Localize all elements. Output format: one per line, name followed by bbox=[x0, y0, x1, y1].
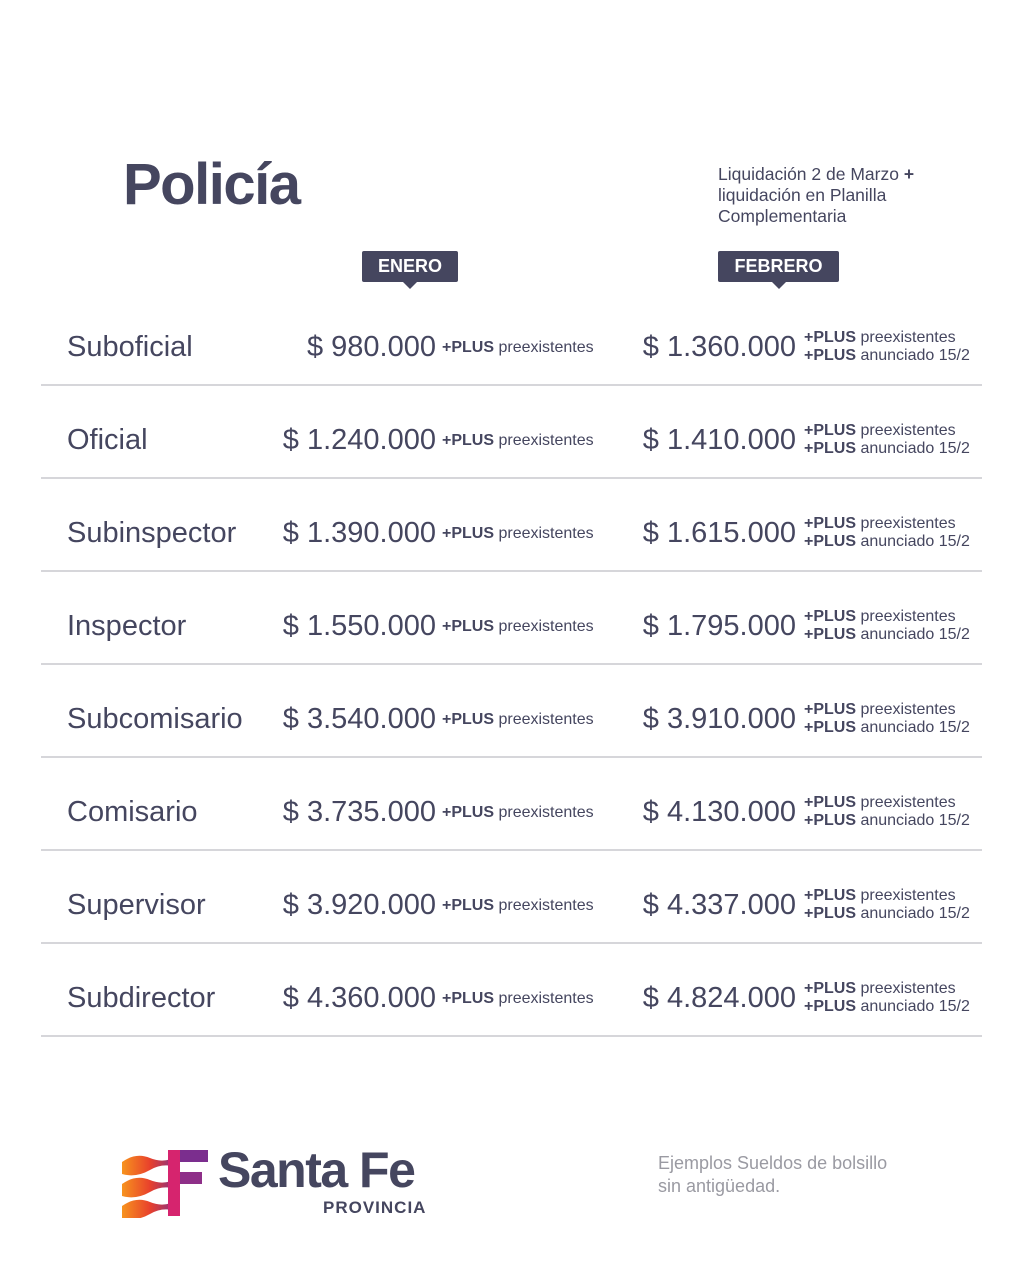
amount-enero: $ 3.540.000 bbox=[282, 703, 436, 735]
plus-tag: +PLUS bbox=[804, 515, 857, 532]
plus-tag: +PLUS bbox=[804, 608, 857, 625]
plus-note-enero bbox=[442, 524, 594, 543]
plus-tag: +PLUS bbox=[442, 432, 495, 449]
plus-tag: +PLUS bbox=[442, 897, 495, 914]
amount-febrero: $ 1.410.000 bbox=[642, 424, 796, 456]
footnote-line-2: sin antigüedad. bbox=[658, 1176, 781, 1196]
plus-text: preexistentes bbox=[494, 432, 594, 449]
table-row bbox=[41, 665, 982, 758]
amount-febrero: $ 1.795.000 bbox=[642, 610, 796, 642]
plus-tag: +PLUS bbox=[804, 422, 857, 439]
amount-enero: $ 1.240.000 bbox=[282, 424, 436, 456]
plus-text: preexistentes bbox=[494, 618, 594, 635]
liquidation-note bbox=[718, 164, 978, 227]
santa-fe-logo bbox=[122, 1140, 442, 1230]
table-row bbox=[41, 386, 982, 479]
plus-text: preexistentes bbox=[856, 422, 956, 439]
plus-tag: +PLUS bbox=[804, 980, 857, 997]
plus-tag: +PLUS bbox=[804, 626, 857, 643]
plus-text: anunciado 15/2 bbox=[856, 905, 970, 922]
plus-text: preexistentes bbox=[494, 525, 594, 542]
rank-label: Comisario bbox=[67, 796, 198, 828]
logo-name: Santa Fe bbox=[218, 1142, 415, 1198]
note-line-3: Complementaria bbox=[718, 206, 847, 226]
amount-febrero: $ 1.360.000 bbox=[642, 331, 796, 363]
plus-tag: +PLUS bbox=[804, 440, 857, 457]
column-badge-febrero: FEBRERO bbox=[718, 251, 839, 282]
salary-table bbox=[41, 293, 982, 1037]
table-row bbox=[41, 479, 982, 572]
amount-febrero: $ 4.130.000 bbox=[642, 796, 796, 828]
amount-febrero: $ 1.615.000 bbox=[642, 517, 796, 549]
plus-note-enero bbox=[442, 710, 594, 729]
plus-text: anunciado 15/2 bbox=[856, 719, 970, 736]
plus-note-febrero bbox=[804, 329, 970, 365]
plus-text: anunciado 15/2 bbox=[856, 533, 970, 550]
plus-note-enero bbox=[442, 989, 594, 1008]
amount-enero: $ 3.920.000 bbox=[282, 889, 436, 921]
rank-label: Subdirector bbox=[67, 982, 216, 1014]
plus-note-enero bbox=[442, 338, 594, 357]
plus-text: preexistentes bbox=[494, 897, 594, 914]
plus-tag: +PLUS bbox=[804, 347, 857, 364]
plus-tag: +PLUS bbox=[442, 525, 495, 542]
logo-subtitle: PROVINCIA bbox=[323, 1198, 427, 1217]
plus-note-enero bbox=[442, 803, 594, 822]
plus-text: anunciado 15/2 bbox=[856, 812, 970, 829]
plus-tag: +PLUS bbox=[442, 618, 495, 635]
plus-text: preexistentes bbox=[856, 608, 956, 625]
column-badge-enero: ENERO bbox=[362, 251, 458, 282]
amount-febrero: $ 3.910.000 bbox=[642, 703, 796, 735]
plus-tag: +PLUS bbox=[442, 339, 495, 356]
plus-text: preexistentes bbox=[856, 701, 956, 718]
plus-tag: +PLUS bbox=[804, 998, 857, 1015]
plus-tag: +PLUS bbox=[804, 812, 857, 829]
note-plus-mark: + bbox=[903, 164, 915, 184]
note-line-1: Liquidación 2 de Marzo bbox=[718, 164, 899, 184]
amount-enero: $ 3.735.000 bbox=[282, 796, 436, 828]
rank-label: Inspector bbox=[67, 610, 187, 642]
plus-tag: +PLUS bbox=[442, 711, 495, 728]
table-row bbox=[41, 851, 982, 944]
plus-text: preexistentes bbox=[494, 990, 594, 1007]
plus-note-febrero bbox=[804, 608, 970, 644]
plus-note-febrero bbox=[804, 422, 970, 458]
note-line-2: liquidación en Planilla bbox=[718, 185, 887, 205]
amount-febrero: $ 4.824.000 bbox=[642, 982, 796, 1014]
plus-text: anunciado 15/2 bbox=[856, 440, 970, 457]
plus-note-febrero bbox=[804, 794, 970, 830]
plus-note-enero bbox=[442, 431, 594, 450]
plus-note-febrero bbox=[804, 701, 970, 737]
plus-text: preexistentes bbox=[856, 329, 956, 346]
table-row bbox=[41, 758, 982, 851]
amount-enero: $ 4.360.000 bbox=[282, 982, 436, 1014]
plus-tag: +PLUS bbox=[804, 329, 857, 346]
plus-text: preexistentes bbox=[494, 711, 594, 728]
plus-note-febrero bbox=[804, 515, 970, 551]
amount-enero: $ 1.390.000 bbox=[282, 517, 436, 549]
plus-tag: +PLUS bbox=[804, 794, 857, 811]
plus-text: anunciado 15/2 bbox=[856, 347, 970, 364]
page-title: Policía bbox=[123, 152, 300, 217]
table-row bbox=[41, 572, 982, 665]
amount-enero: $ 1.550.000 bbox=[282, 610, 436, 642]
plus-text: preexistentes bbox=[856, 887, 956, 904]
santa-fe-flag-icon bbox=[122, 1148, 210, 1218]
rank-label: Subcomisario bbox=[67, 703, 243, 735]
plus-note-enero bbox=[442, 617, 594, 636]
rank-label: Suboficial bbox=[67, 331, 193, 363]
plus-tag: +PLUS bbox=[804, 719, 857, 736]
footnote-line-1: Ejemplos Sueldos de bolsillo bbox=[658, 1153, 888, 1173]
table-row bbox=[41, 944, 982, 1037]
plus-tag: +PLUS bbox=[804, 887, 857, 904]
plus-tag: +PLUS bbox=[804, 905, 857, 922]
amount-enero: $ 980.000 bbox=[306, 331, 436, 363]
plus-text: preexistentes bbox=[494, 339, 594, 356]
table-row bbox=[41, 293, 982, 386]
plus-tag: +PLUS bbox=[442, 804, 495, 821]
plus-text: preexistentes bbox=[856, 980, 956, 997]
plus-tag: +PLUS bbox=[804, 701, 857, 718]
plus-tag: +PLUS bbox=[804, 533, 857, 550]
plus-text: preexistentes bbox=[856, 794, 956, 811]
plus-text: preexistentes bbox=[494, 804, 594, 821]
amount-febrero: $ 4.337.000 bbox=[642, 889, 796, 921]
plus-text: preexistentes bbox=[856, 515, 956, 532]
plus-note-febrero bbox=[804, 980, 970, 1016]
plus-text: anunciado 15/2 bbox=[856, 998, 970, 1015]
plus-note-febrero bbox=[804, 887, 970, 923]
plus-note-enero bbox=[442, 896, 594, 915]
rank-label: Supervisor bbox=[67, 889, 206, 921]
plus-tag: +PLUS bbox=[442, 990, 495, 1007]
footnote bbox=[658, 1152, 938, 1198]
plus-text: anunciado 15/2 bbox=[856, 626, 970, 643]
rank-label: Oficial bbox=[67, 424, 148, 456]
rank-label: Subinspector bbox=[67, 517, 237, 549]
